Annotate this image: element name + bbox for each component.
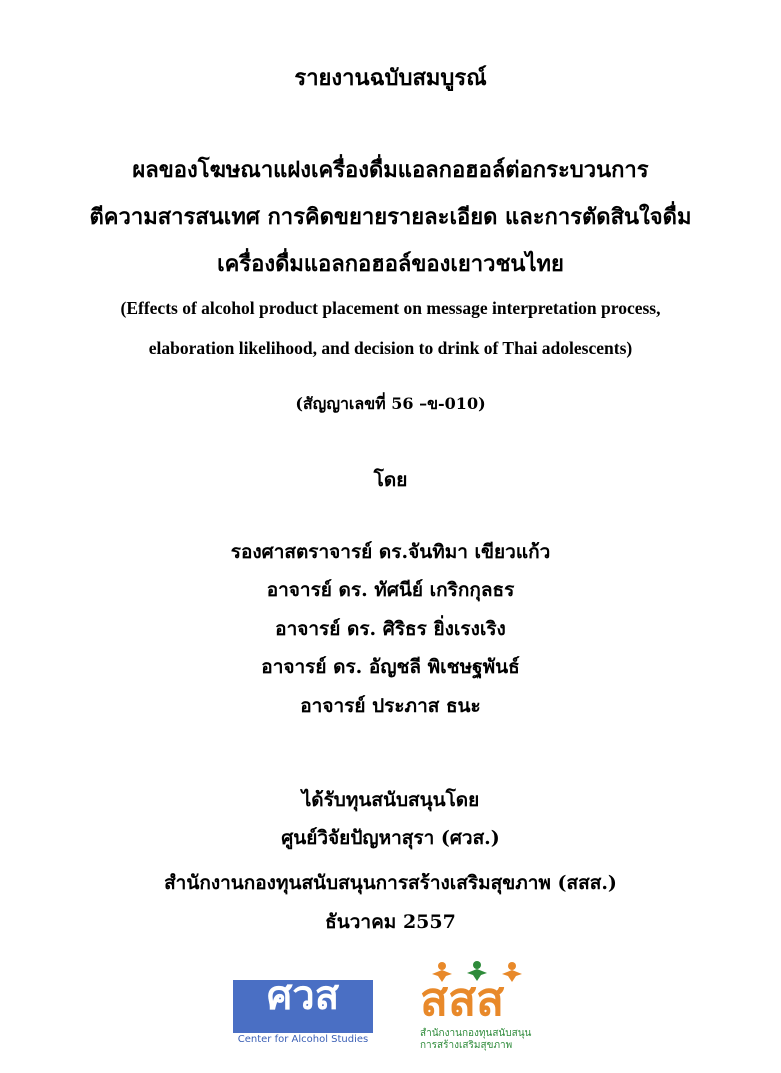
author-5: อาจารย์ ประภาส ธนะ — [300, 695, 481, 717]
funding-org-2: สำนักงานกองทุนสนับสนุนการสร้างเสริมสุขภาพ (สสส.) — [164, 872, 617, 894]
funding-org-1: ศูนย์วิจัยปัญหาสุรา (ศวส.) — [281, 827, 500, 849]
author-4: อาจารย์ ดร. อัญชลี พิเชษฐพันธ์ — [261, 656, 520, 678]
title-thai-line-3: เครื่องดื่มแอลกอฮอล์ของเยาวชนไทย — [217, 251, 564, 277]
title-thai-line-1: ผลของโฆษณาแฝงเครื่องดื่มแอลกอฮอล์ต่อกระบวนการ — [132, 157, 649, 183]
report-type: รายงานฉบับสมบูรณ์ — [294, 65, 487, 91]
author-3: อาจารย์ ดร. ศิริธร ยิ่งเรงเริง — [275, 618, 506, 640]
thaihealth-logo — [420, 958, 570, 1050]
cas-logo-english-text: Center for Alcohol Studies — [237, 1034, 369, 1045]
title-thai-line-2: ตีความสารสนเทศ การคิดขยายรายละเอียด และการตัดสินใจดื่ม — [89, 204, 692, 230]
thaihealth-logo-thai-text: สสส — [420, 972, 505, 1026]
author-1: รองศาสตราจารย์ ดร.จันทิมา เขียวแก้ว — [230, 541, 551, 563]
report-date: ธันวาคม 2557 — [325, 911, 456, 933]
title-english-line-1: (Effects of alcohol product placement on message interpretation process, — [120, 298, 661, 318]
title-english-line-2: elaboration likelihood, and decision to drink of Thai adolescents) — [148, 338, 633, 358]
funding-label: ได้รับทุนสนับสนุนโดย — [301, 789, 480, 811]
author-2: อาจารย์ ดร. ทัศนีย์ เกริกกุลธร — [266, 579, 515, 601]
thaihealth-logo-subtitle-1: สำนักงานกองทุนสนับสนุน — [420, 1028, 532, 1039]
by-label: โดย — [373, 469, 408, 491]
contract-number: (สัญญาเลขที่ 56 –ข-010) — [295, 394, 486, 413]
cas-logo — [233, 968, 373, 1046]
thaihealth-logo-subtitle-2: การสร้างเสริมสุขภาพ — [420, 1040, 513, 1051]
cas-logo-thai-text: ศวส — [266, 973, 340, 1019]
